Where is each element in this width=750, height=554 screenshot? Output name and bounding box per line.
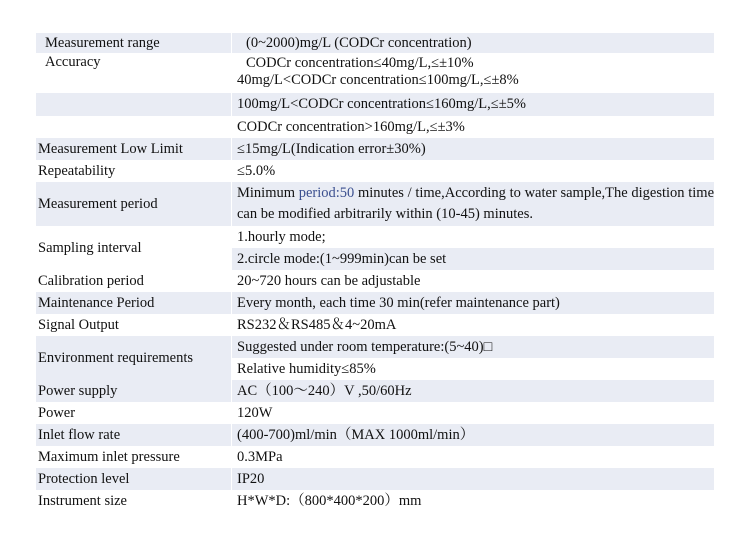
table-row (36, 424, 714, 446)
row-label-protection-level: Protection level (36, 468, 232, 490)
spec-table (36, 33, 714, 512)
row-value-accuracy-2: 40mg/L<CODCr concentration≤100mg/L,≤±8% (232, 73, 715, 93)
row-value-signal-output: RS232＆RS485＆4~20mA (232, 314, 715, 336)
row-label-power-supply: Power supply (36, 380, 232, 402)
table-row (36, 446, 714, 468)
row-value-protection-level: IP20 (232, 468, 715, 490)
table-row (36, 226, 714, 248)
row-value-maintenance-period: Every month, each time 30 min(refer maintenance part) (232, 292, 715, 314)
row-label-accuracy-cont (36, 73, 232, 93)
row-value-accuracy-4: CODCr concentration>160mg/L,≤±3% (232, 116, 715, 138)
table-row (36, 380, 714, 402)
table-row (36, 292, 714, 314)
table-row (36, 53, 714, 73)
row-value-accuracy-1: CODCr concentration≤40mg/L,≤±10% (232, 53, 715, 73)
row-label-inlet-flow-rate: Inlet flow rate (36, 424, 232, 446)
row-value-environment-1: Suggested under room temperature:(5~40)□ (232, 336, 715, 358)
row-label-repeatability: Repeatability (36, 160, 232, 182)
row-value-power: 120W (232, 402, 715, 424)
table-row (36, 402, 714, 424)
table-row (36, 468, 714, 490)
row-value-sampling-2: 2.circle mode:(1~999min)can be set (232, 248, 715, 270)
row-value-max-inlet-pressure: 0.3MPa (232, 446, 715, 468)
row-label-measurement-range: Measurement range (36, 33, 232, 53)
table-row (36, 490, 714, 512)
table-row (36, 336, 714, 358)
measurement-period-rest: minutes / time,According to water sample,The digestion time can be modified arbitrarily within (10-45) minutes. (237, 184, 714, 222)
table-row (36, 182, 714, 226)
table-row (36, 314, 714, 336)
row-label-accuracy-cont (36, 116, 232, 138)
row-label-max-inlet-pressure: Maximum inlet pressure (36, 446, 232, 468)
table-row (36, 73, 714, 93)
row-value-inlet-flow-rate: (400-700)ml/min（MAX 1000ml/min） (232, 424, 715, 446)
row-value-instrument-size: H*W*D:（800*400*200）mm (232, 490, 715, 512)
row-label-accuracy: Accuracy (36, 53, 232, 73)
table-row (36, 93, 714, 116)
table-row (36, 116, 714, 138)
row-value-repeatability: ≤5.0% (232, 160, 715, 182)
table-row (36, 33, 714, 53)
row-value-accuracy-3: 100mg/L<CODCr concentration≤160mg/L,≤±5% (232, 93, 715, 116)
row-label-environment: Environment requirements (36, 336, 232, 380)
table-row (36, 138, 714, 160)
row-label-signal-output: Signal Output (36, 314, 232, 336)
row-value-measurement-range: (0~2000)mg/L (CODCr concentration) (232, 33, 715, 53)
row-label-low-limit: Measurement Low Limit (36, 138, 232, 160)
row-value-measurement-period (232, 182, 715, 226)
table-row (36, 270, 714, 292)
row-value-calibration-period: 20~720 hours can be adjustable (232, 270, 715, 292)
table-row (36, 160, 714, 182)
row-value-low-limit: ≤15mg/L(Indication error±30%) (232, 138, 715, 160)
row-label-power: Power (36, 402, 232, 424)
measurement-period-prefix: Minimum (237, 184, 296, 201)
row-label-accuracy-cont (36, 93, 232, 116)
row-label-calibration-period: Calibration period (36, 270, 232, 292)
measurement-period-accent: period:50 (298, 184, 355, 201)
row-value-environment-2: Relative humidity≤85% (232, 358, 715, 380)
row-label-maintenance-period: Maintenance Period (36, 292, 232, 314)
row-value-sampling-1: 1.hourly mode; (232, 226, 715, 248)
row-value-power-supply: AC（100～240）V ,50/60Hz (232, 380, 715, 402)
row-label-instrument-size: Instrument size (36, 490, 232, 512)
row-label-measurement-period: Measurement period (36, 182, 232, 226)
row-label-sampling-interval: Sampling interval (36, 226, 232, 270)
